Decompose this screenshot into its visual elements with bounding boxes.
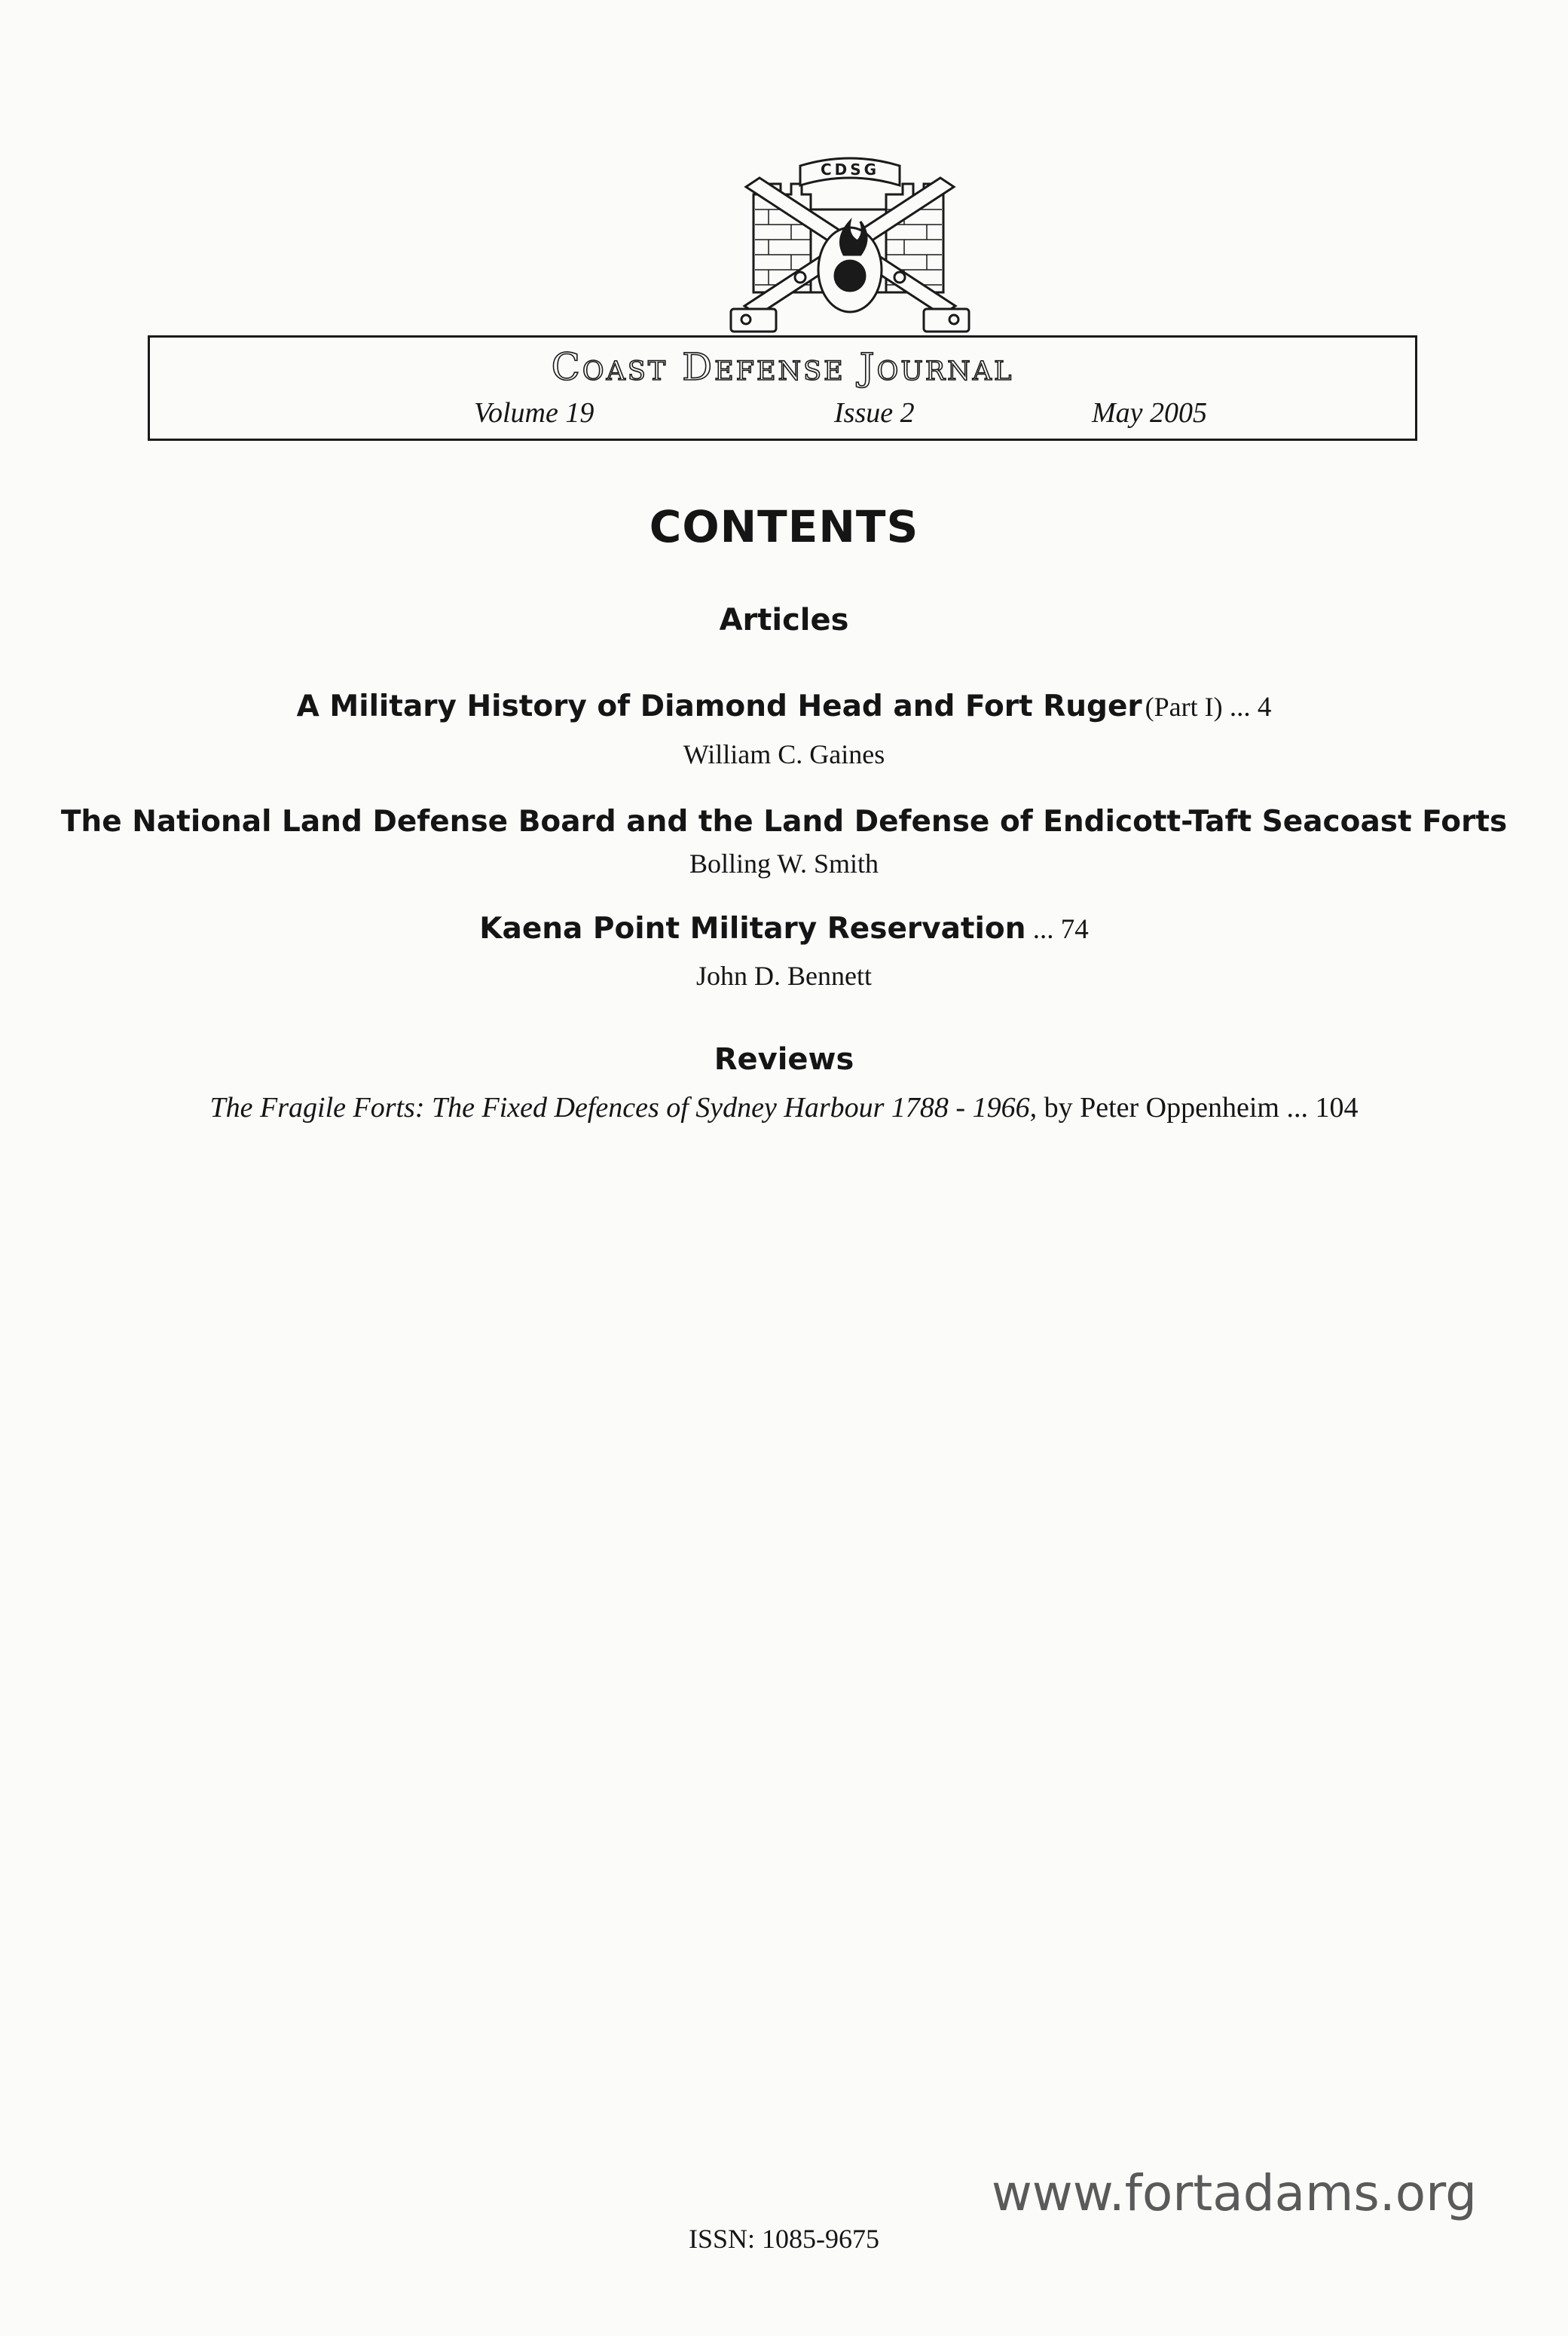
review-entry bbox=[0, 1091, 1568, 1124]
issn-number: ISSN: 1085-9675 bbox=[688, 2224, 880, 2254]
article-entry bbox=[0, 912, 1568, 946]
emblem-label: CDSG bbox=[820, 161, 880, 179]
issue-date: May 2005 bbox=[1092, 397, 1208, 429]
reviews-heading: Reviews bbox=[714, 1042, 854, 1077]
issue-info bbox=[150, 396, 1415, 434]
article-title: A Military History of Diamond Head and Fort Ruger bbox=[296, 689, 1142, 723]
website-watermark: www.fortadams.org bbox=[991, 2164, 1477, 2222]
issue-number: Issue 2 bbox=[834, 397, 915, 429]
journal-masthead bbox=[148, 335, 1417, 441]
cdsg-emblem-logo bbox=[716, 149, 984, 345]
article-entry bbox=[0, 805, 1568, 839]
article-author: William C. Gaines bbox=[683, 739, 885, 769]
volume-number: Volume 19 bbox=[474, 397, 594, 429]
journal-title: Coast Defense Journal bbox=[551, 345, 1014, 389]
review-title: The Fragile Forts: The Fixed Defences of Sydney Harbour 1788 - 1966, bbox=[209, 1092, 1038, 1124]
article-page: ... 74 bbox=[1025, 914, 1089, 945]
article-entry bbox=[0, 689, 1568, 723]
article-author: Bolling W. Smith bbox=[689, 848, 879, 879]
review-byline: by Peter Oppenheim ... 104 bbox=[1037, 1092, 1359, 1124]
article-title: Kaena Point Military Reservation bbox=[479, 912, 1026, 946]
articles-heading: Articles bbox=[719, 603, 849, 638]
contents-heading: CONTENTS bbox=[649, 501, 919, 552]
article-page: ... 4 bbox=[1222, 692, 1272, 723]
article-author: John D. Bennett bbox=[696, 961, 872, 991]
article-part: (Part I) bbox=[1145, 692, 1223, 722]
article-title: The National Land Defense Board and the Land Defense of Endicott-Taft Seacoast Forts bbox=[60, 805, 1508, 839]
